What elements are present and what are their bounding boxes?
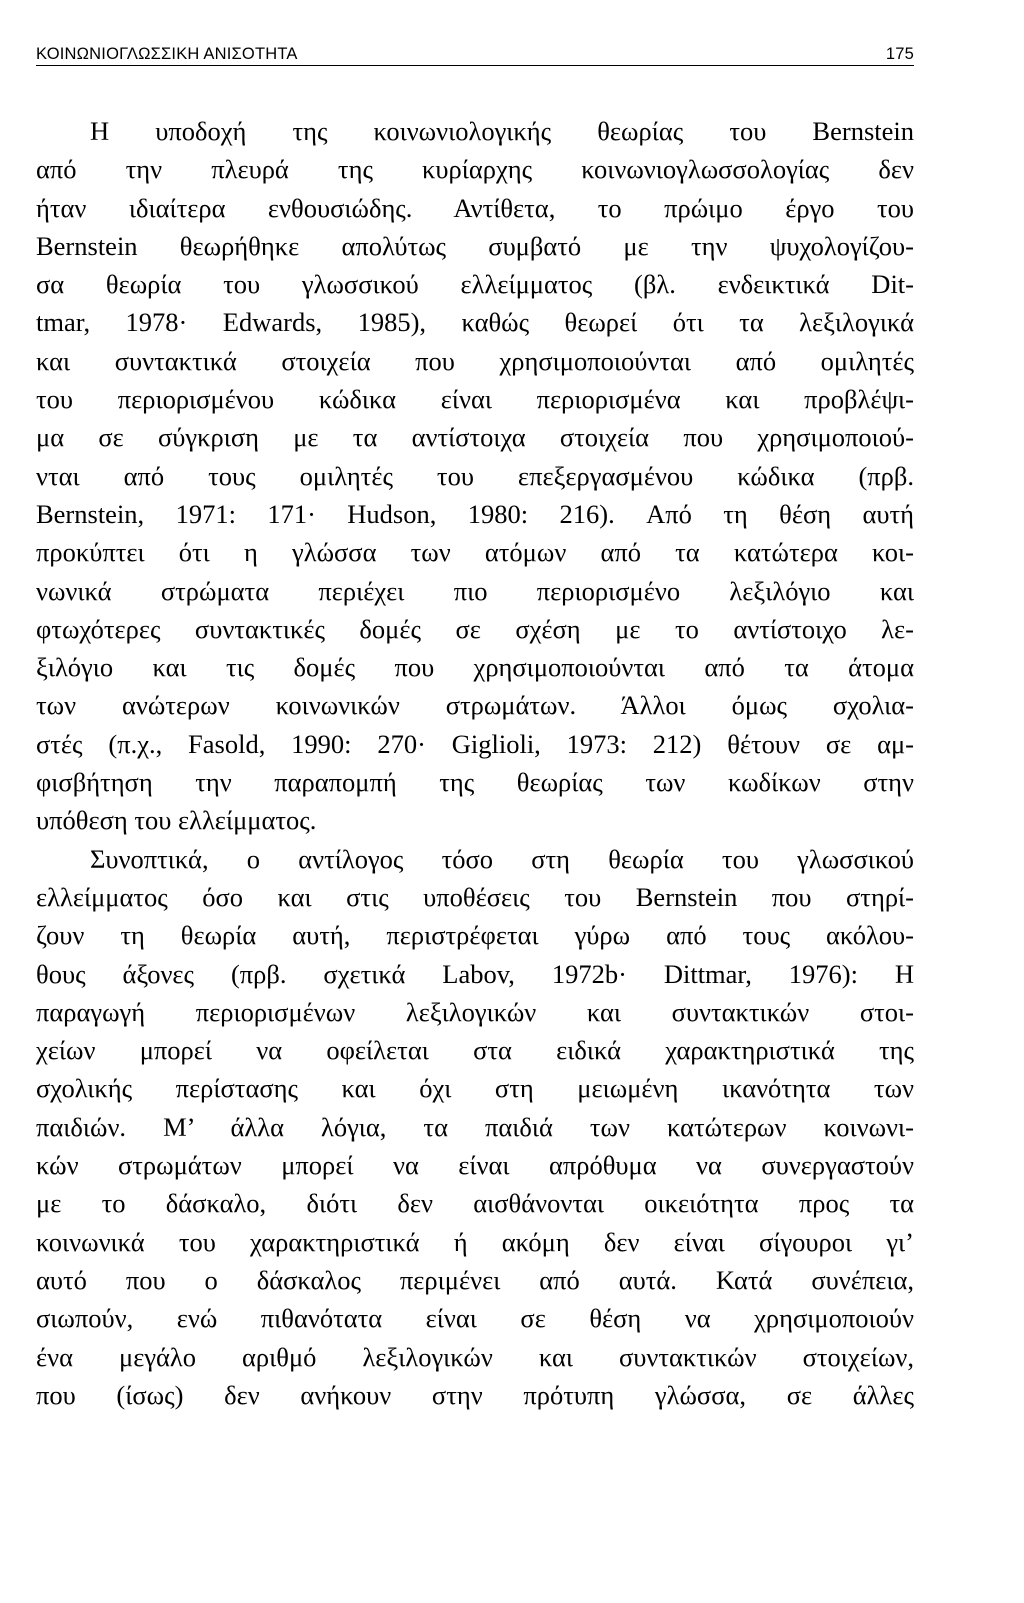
text-line: χείων μπορεί να οφείλεται στα ειδικά χαρακτηριστικά της — [36, 1035, 914, 1066]
running-title: ΚΟΙΝΩΝΙΟΓΛΩΣΣΙΚΗ ΑΝΙΣΟΤΗΤΑ — [36, 45, 298, 63]
text-line: παραγωγή περιορισμένων λεξιλογικών και συντακτικών στοι- — [36, 996, 914, 1027]
text-line: ζουν τη θεωρία αυτή, περιστρέφεται γύρω από τους ακόλου- — [36, 920, 914, 951]
text-line: φισβήτηση την παραπομπή της θεωρίας των κωδίκων στην — [36, 767, 914, 798]
text-line: αυτό που ο δάσκαλος περιμένει από αυτά. Κατά συνέπεια, — [36, 1264, 914, 1295]
text-line: ένα μεγάλο αριθμό λεξιλογικών και συντακτικών στοιχείων, — [36, 1341, 914, 1372]
text-line: του περιορισμένου κώδικα είναι περιορισμένα και προβλέψι- — [36, 384, 914, 415]
text-line: θους άξονες (πρβ. σχετικά Labov, 1972b· Dittmar, 1976): Η — [36, 958, 914, 989]
text-line: ελλείμματος όσο και στις υποθέσεις του Bernstein που στηρί- — [36, 881, 914, 912]
text-line: νται από τους ομιλητές του επεξεργασμένου κώδικα (πρβ. — [36, 460, 914, 491]
text-line: στές (π.χ., Fasold, 1990: 270· Giglioli, 1973: 212) θέτουν σε αμ- — [36, 728, 914, 759]
text-line: νωνικά στρώματα περιέχει πιο περιορισμένο λεξιλόγιο και — [36, 575, 914, 606]
text-line: και συντακτικά στοιχεία που χρησιμοποιούνται από ομιλητές — [36, 345, 914, 376]
text-line: ήταν ιδιαίτερα ενθουσιώδης. Αντίθετα, το πρώιμο έργο του — [36, 192, 914, 223]
text-line: παιδιών. Μ’ άλλα λόγια, τα παιδιά των κατώτερων κοινωνι- — [36, 1111, 914, 1142]
text-line: κών στρωμάτων μπορεί να είναι απρόθυμα να συνεργαστούν — [36, 1150, 914, 1181]
text-line: Η υποδοχή της κοινωνιολογικής θεωρίας του Bernstein — [90, 116, 914, 146]
text-line: κοινωνικά του χαρακτηριστικά ή ακόμη δεν είναι σίγουροι γι’ — [36, 1226, 914, 1257]
text-line: των ανώτερων κοινωνικών στρωμάτων. Άλλοι όμως σχολια- — [36, 690, 914, 721]
paragraph-2 — [36, 840, 914, 1414]
text-line: Bernstein θεωρήθηκε απολύτως συμβατό με την ψυχολογίζου- — [36, 230, 914, 261]
text-line: προκύπτει ότι η γλώσσα των ατόμων από τα κατώτερα κοι- — [36, 537, 914, 568]
text-line: από την πλευρά της κυρίαρχης κοινωνιογλωσσολογίας δεν — [36, 154, 914, 185]
text-line: tmar, 1978· Edwards, 1985), καθώς θεωρεί ότι τα λεξιλογικά — [36, 307, 914, 338]
running-header — [36, 44, 914, 66]
page-number: 175 — [885, 45, 914, 63]
body-text — [36, 112, 914, 1414]
text-line: που (ίσως) δεν ανήκουν στην πρότυπη γλώσσα, σε άλλες — [36, 1379, 914, 1410]
text-line: φτωχότερες συντακτικές δομές σε σχέση με το αντίστοιχο λε- — [36, 613, 914, 644]
page — [36, 44, 914, 1414]
text-line: Συνοπτικά, ο αντίλογος τόσο στη θεωρία του γλωσσικού — [90, 843, 914, 874]
text-line: με το δάσκαλο, διότι δεν αισθάνονται οικειότητα προς τα — [36, 1188, 914, 1219]
text-line: σα θεωρία του γλωσσικού ελλείμματος (βλ. ενδεικτικά Dit- — [36, 269, 914, 300]
paragraph-1 — [36, 112, 914, 840]
text-line: ξιλόγιο και τις δομές που χρησιμοποιούνται από τα άτομα — [36, 652, 914, 683]
text-line: σχολικής περίστασης και όχι στη μειωμένη ικανότητα των — [36, 1073, 914, 1104]
text-line: σιωπούν, ενώ πιθανότατα είναι σε θέση να χρησιμοποιούν — [36, 1303, 914, 1334]
text-line: μα σε σύγκριση με τα αντίστοιχα στοιχεία που χρησιμοποιού- — [36, 422, 914, 453]
text-line: υπόθεση του ελλείμματος. — [36, 805, 317, 836]
text-line: Bernstein, 1971: 171· Hudson, 1980: 216). Από τη θέση αυτή — [36, 498, 914, 529]
